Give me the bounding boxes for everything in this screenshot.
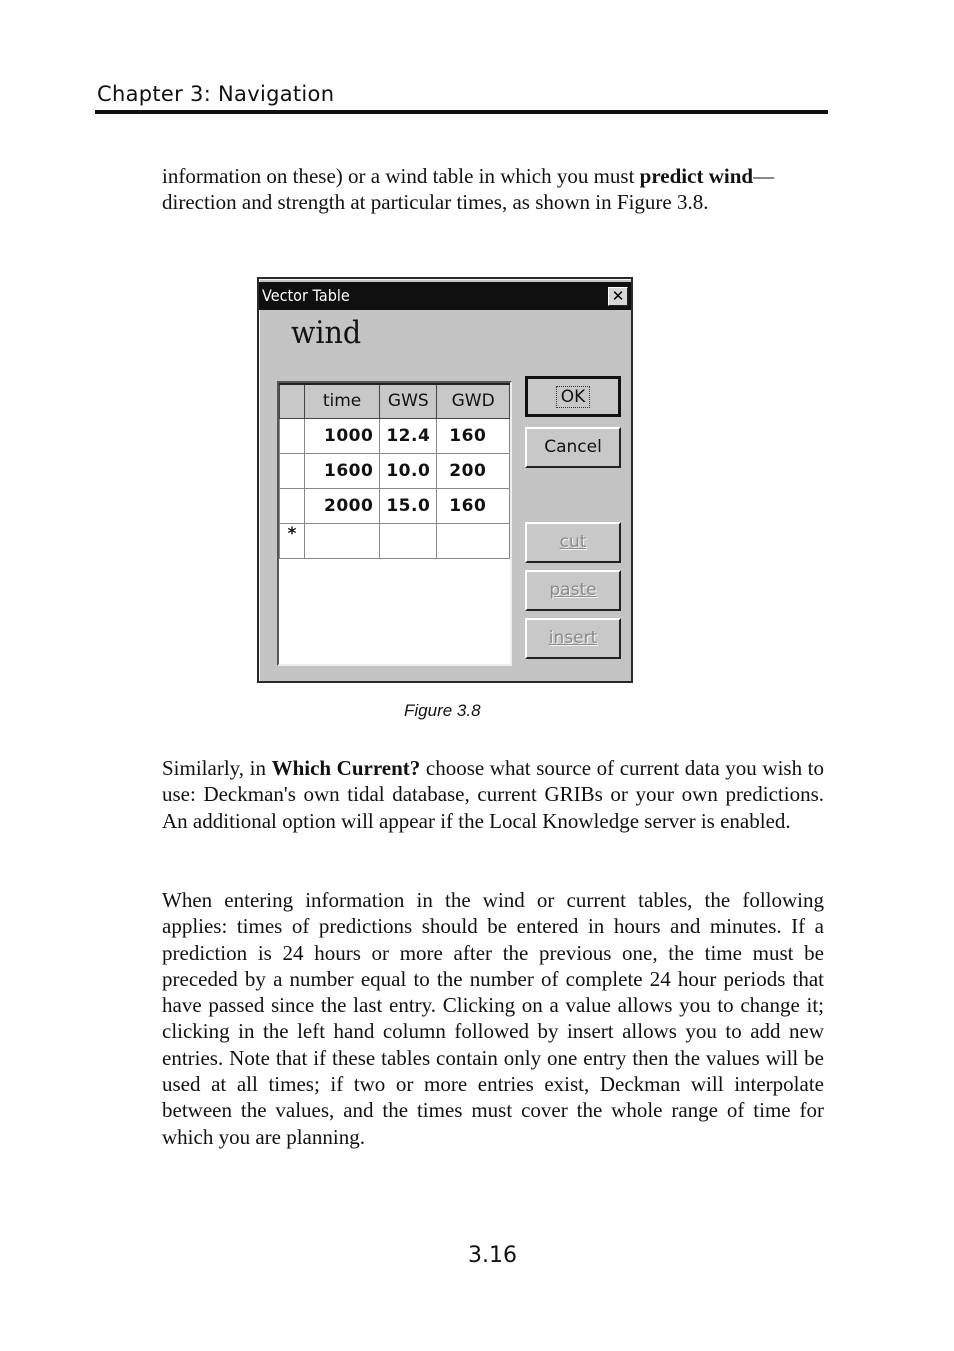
table-row bbox=[280, 418, 510, 453]
paragraph-which-current-bold: Which Current? bbox=[271, 756, 421, 780]
table-heading: wind bbox=[291, 315, 362, 351]
table-row bbox=[280, 453, 510, 488]
cell-gws[interactable]: 10.0 bbox=[380, 453, 437, 488]
ok-button[interactable] bbox=[525, 376, 621, 417]
cell-time[interactable]: 1600 bbox=[304, 453, 380, 488]
cell-time[interactable]: 1000 bbox=[304, 418, 380, 453]
figure-caption: Figure 3.8 bbox=[404, 701, 481, 720]
new-row bbox=[280, 523, 510, 558]
cell-time[interactable]: 2000 bbox=[304, 488, 380, 523]
chapter-header: Chapter 3: Navigation bbox=[97, 82, 335, 106]
paragraph-which-current-text: Similarly, in bbox=[162, 756, 272, 780]
paste-button[interactable]: paste bbox=[525, 570, 621, 611]
vector-table-dialog bbox=[257, 277, 633, 683]
column-header-time[interactable]: time bbox=[304, 384, 380, 418]
dialog-titlebar[interactable] bbox=[259, 282, 631, 310]
cut-button[interactable]: cut bbox=[525, 522, 621, 563]
row-selector-header[interactable] bbox=[280, 384, 305, 418]
paragraph-table-entry: When entering information in the wind or current tables, the following applies: times of predictions should be entered in hours and minutes. If a prediction is 24 hours or more after the previous one, the time must be preceded by a number equal to the number of complete 24 hour periods that have passed since the last entry. Clicking on a value allows you to change it; clicking in the left hand column followed by insert allows you to add new entries. Note that if these tables contain only one entry then the values will be used at all times; if two or more entries exist, Deckman will interpolate between the values, and the times must cover the whole range of time for which you are planning. bbox=[162, 888, 824, 1149]
insert-button[interactable]: insert bbox=[525, 618, 621, 659]
row-selector[interactable] bbox=[280, 453, 305, 488]
paragraph-intro-text: information on these) or a wind table in which you must bbox=[162, 164, 640, 188]
grid-header-row bbox=[280, 384, 510, 418]
header-divider bbox=[95, 110, 828, 114]
close-icon[interactable]: ✕ bbox=[608, 287, 628, 306]
vector-grid[interactable] bbox=[277, 381, 512, 666]
row-selector[interactable] bbox=[280, 488, 305, 523]
cell-gws[interactable] bbox=[380, 523, 437, 558]
cell-gws[interactable]: 15.0 bbox=[380, 488, 437, 523]
table-row bbox=[280, 488, 510, 523]
paragraph-which-current-tail: choose what source of current data you wish to use: Deckman's own tidal database, current GRIBs or your own predictions. An additional option will appear if the Local Knowledge server is enabled. bbox=[162, 756, 824, 833]
paragraph-intro bbox=[162, 163, 824, 216]
paragraph-which-current bbox=[162, 755, 824, 834]
ok-button-label: OK bbox=[557, 387, 590, 407]
dialog-title: Vector Table bbox=[262, 286, 350, 305]
row-selector[interactable] bbox=[280, 418, 305, 453]
cell-gwd[interactable]: 200 bbox=[437, 453, 510, 488]
cell-gwd[interactable]: 160 bbox=[437, 488, 510, 523]
cell-gwd[interactable]: 160 bbox=[437, 418, 510, 453]
column-header-gwd[interactable]: GWD bbox=[437, 384, 510, 418]
new-row-marker[interactable]: * bbox=[280, 523, 305, 558]
cell-time[interactable] bbox=[304, 523, 380, 558]
cell-gws[interactable]: 12.4 bbox=[380, 418, 437, 453]
column-header-gws[interactable]: GWS bbox=[380, 384, 437, 418]
paragraph-intro-bold: predict wind bbox=[639, 164, 754, 188]
cell-gwd[interactable] bbox=[437, 523, 510, 558]
paragraph-intro-tail: —direction and strength at particular times, as shown in Figure 3.8. bbox=[162, 164, 775, 215]
page-number: 3.16 bbox=[468, 1243, 517, 1268]
cancel-button[interactable]: Cancel bbox=[525, 427, 621, 468]
